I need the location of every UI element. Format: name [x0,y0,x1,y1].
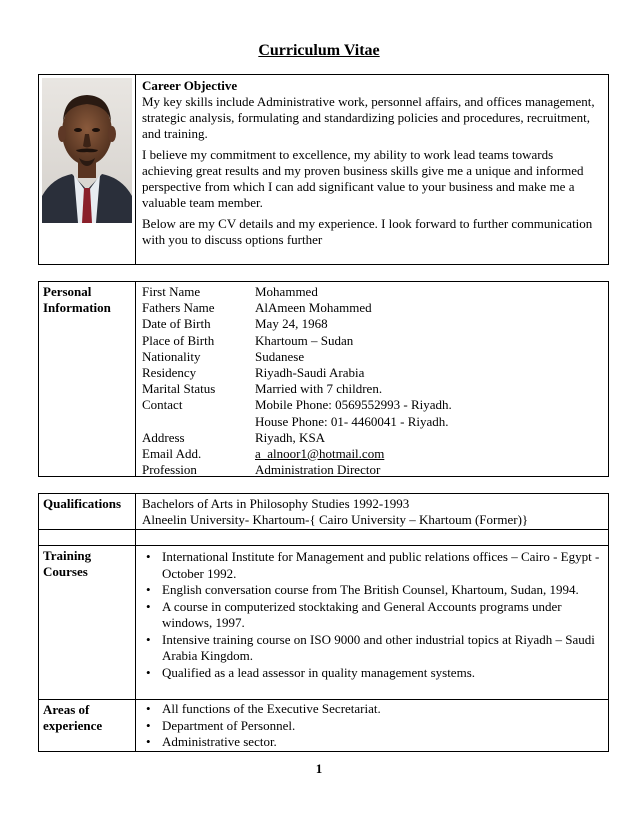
personal-label-line2: Information [43,300,111,315]
experience-label-line1: Areas of [43,702,90,717]
info-row [142,349,604,365]
info-value: Mohammed [255,284,318,299]
list-item: • International Institute for Management and public relations offices – Cairo - Egypt - October 1992. [142,549,604,582]
training-label-cell [39,546,136,699]
qualifications-section [38,493,609,530]
experience-section [38,699,609,752]
info-key: Email Add. [142,445,202,461]
list-item: • Qualified as a lead assessor in quality management systems. [142,665,604,682]
spacer-row [38,529,609,546]
experience-list [142,701,604,751]
objective-section [38,74,609,265]
info-value: Administration Director [255,462,381,478]
info-row [142,300,604,316]
info-key: Residency [142,364,197,380]
experience-label-cell [39,700,136,751]
info-key: Nationality [142,348,201,364]
info-key: Profession [142,462,197,478]
list-item: • All functions of the Executive Secretariat. [142,701,604,718]
personal-label-line1: Personal [43,284,92,299]
info-row [142,462,604,478]
list-item: • A course in computerized stocktaking and General Accounts programs under windows, 1997. [142,599,604,632]
qualification-degree: Bachelors of Arts in Philosophy Studies 1992-1993 [142,496,410,511]
email-link[interactable]: a_alnoor1@hotmail.com [255,445,385,461]
info-key: Address [142,429,185,445]
experience-label-line2: experience [43,718,103,733]
document-title: Curriculum Vitae [258,42,380,59]
list-item: • Department of Personnel. [142,718,604,735]
qualifications-label: Qualifications [43,496,122,511]
info-row [142,414,604,430]
info-value: Khartoum – Sudan [255,332,354,348]
info-row [142,430,604,446]
info-value: AlAmeen Mohammed [255,300,372,316]
list-item: • English conversation course from The British Counsel, Khartoum, Sudan, 1994. [142,582,604,599]
objective-paragraph-1: My key skills include Administrative work, personnel affairs, and offices management, strategic analysis, formulating and standardizing policies and procedures, recruitment, and training. [142,94,595,141]
info-key: First Name [142,284,201,299]
objective-paragraph-3: Below are my CV details and my experience. I look forward to further communication with you to discuss options further [142,216,593,247]
profile-photo [42,78,132,223]
spacer-left-cell [39,530,136,545]
info-key: Contact [142,397,183,413]
info-value: May 24, 1968 [255,316,328,332]
info-value: Riyadh-Saudi Arabia [255,364,365,380]
training-label-line2: Courses [43,564,88,579]
training-list [142,549,604,681]
info-row [142,284,604,300]
info-value: Mobile Phone: 0569552993 - Riyadh. [255,397,452,413]
info-key: Marital Status [142,381,216,397]
info-key: Date of Birth [142,316,211,332]
objective-paragraph-2: I believe my commitment to excellence, my ability to work lead teams towards achieving great results and my proven business skills give me a unique and informed perspective from which I can add significant value to your business and make me a valuable team member. [142,147,584,210]
list-item: • Intensive training course on ISO 9000 and other industrial topics at Riyadh – Saudi Arabia Kingdom. [142,632,604,665]
training-label-line1: Training [43,548,92,563]
info-row [142,365,604,381]
info-row [142,446,604,462]
info-row [142,381,604,397]
qualifications-label-cell [39,494,136,529]
info-row [142,333,604,349]
info-value: Riyadh, KSA [255,429,326,445]
list-item: • Administrative sector. [142,734,604,751]
objective-heading: Career Objective [142,78,238,93]
info-row [142,316,604,332]
info-value: Married with 7 children. [255,381,383,397]
photo-cell [39,75,136,264]
info-value: Sudanese [255,348,305,364]
personal-information-section [38,281,609,477]
qualification-university: Alneelin University- Khartoum-{ Cairo University – Khartoum (Former)} [142,512,529,527]
info-row [142,397,604,413]
info-key [142,414,255,430]
info-key: Place of Birth [142,332,215,348]
training-section [38,545,609,700]
page-number: 1 [315,761,323,776]
info-value: House Phone: 01- 4460041 - Riyadh. [255,413,449,429]
info-key: Fathers Name [142,300,215,316]
personal-label-cell [39,282,136,476]
